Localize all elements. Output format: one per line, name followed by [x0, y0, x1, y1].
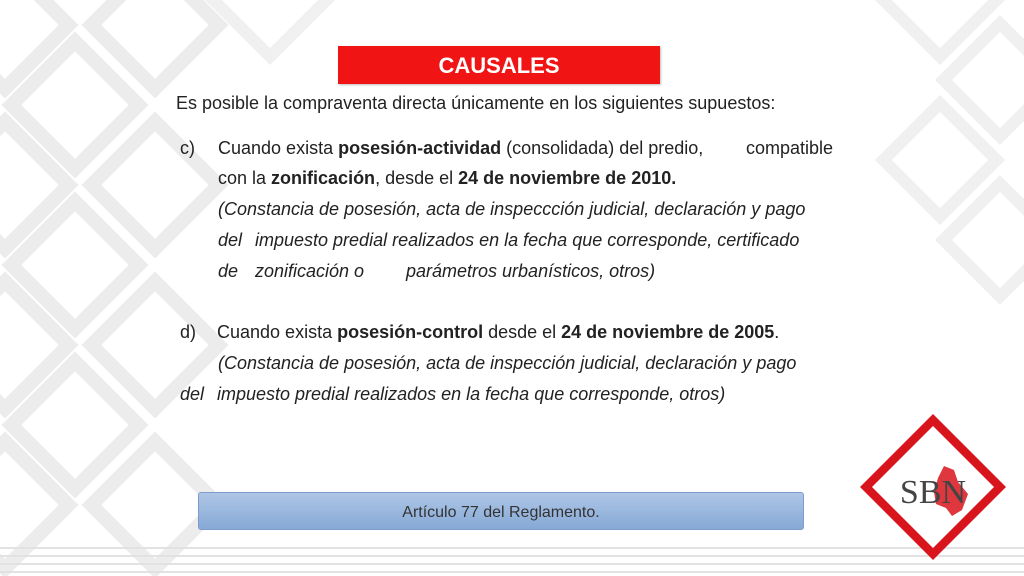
item-c-line-5-lead: de — [218, 261, 239, 281]
item-c-line-1: Cuando exista posesión-actividad (consolidada) del predio, — [218, 138, 704, 158]
slide-title: CAUSALES — [338, 46, 660, 84]
item-d-line-1: Cuando exista posesión-control desde el 24 de noviembre de 2005. — [217, 322, 780, 342]
item-c-line-1-end: compatible — [746, 138, 834, 158]
item-d-line-2: (Constancia de posesión, acta de inspección judicial, declaración y pago — [218, 353, 797, 373]
item-c-line-4-lead: del — [218, 230, 243, 250]
item-c-line-5-end: parámetros urbanísticos, otros) — [406, 261, 656, 281]
item-c-line-4: impuesto predial realizados en la fecha que corresponde, certificado — [255, 230, 800, 250]
logo-text: SBN — [899, 474, 967, 511]
item-c-marker: c) — [180, 138, 195, 158]
item-d-line-3-lead: del — [180, 384, 205, 404]
intro-text: Es posible la compraventa directa únicamente en los siguientes supuestos: — [176, 93, 776, 113]
item-d-line-3: impuesto predial realizados en la fecha que corresponde, otros) — [217, 384, 726, 404]
item-c-line-5-mid: zonificación o — [255, 261, 365, 281]
footer-reference: Artículo 77 del Reglamento. — [198, 492, 804, 530]
item-c-line-2: con la zonificación, desde el 24 de noviembre de 2010. — [218, 168, 677, 188]
item-d-marker: d) — [180, 322, 197, 342]
sbn-logo — [858, 412, 1008, 562]
item-c-line-3: (Constancia de posesión, acta de inspeccción judicial, declaración y pago — [218, 199, 806, 219]
